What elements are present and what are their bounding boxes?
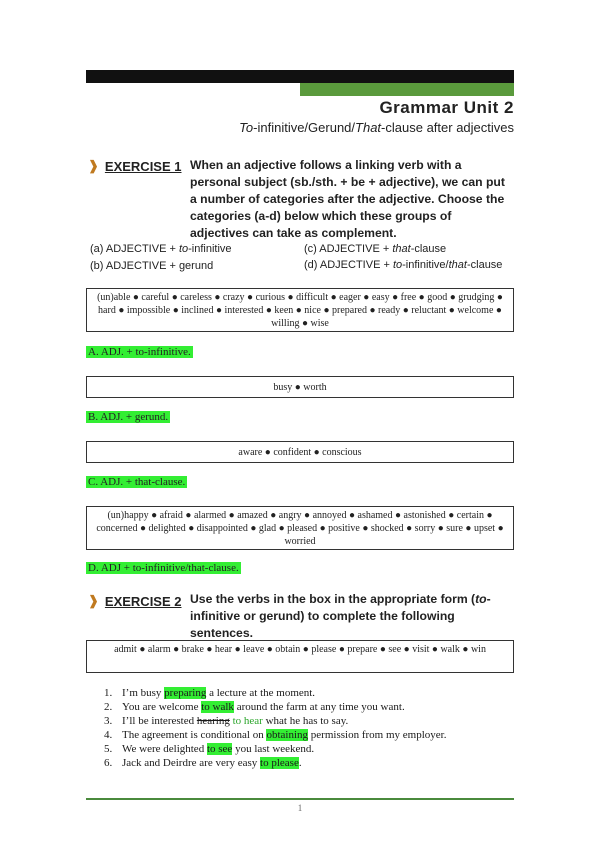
section-a-box: busy ● worth — [86, 376, 514, 398]
verb-word-box: admit ● alarm ● brake ● hear ● leave ● obtain ● please ● prepare ● see ● visit ● walk ● win — [86, 640, 514, 673]
struck-word: hearing — [196, 715, 230, 727]
list-item: 2. You are welcome to walk around the farm at any time you want. — [104, 701, 405, 713]
list-item: 1. I’m busy preparing a lecture at the moment. — [104, 687, 316, 699]
answer-highlight: preparing — [164, 687, 207, 699]
section-b-box: aware ● confident ● conscious — [86, 441, 514, 463]
header-bar-green — [300, 83, 514, 96]
category-d: (d) ADJECTIVE + to-infinitive/that-clause — [304, 259, 503, 271]
sentence-list — [104, 686, 446, 770]
list-item: 5. We were delighted to see you last weekend. — [104, 743, 315, 755]
list-item: 4. The agreement is conditional on obtaining permission from my employer. — [104, 729, 447, 741]
answer-correction: to hear — [229, 715, 263, 727]
exercise-2-instructions: Use the verbs in the box in the appropriate form (to-infinitive or gerund) to complete the following sentences. — [190, 592, 491, 640]
exercise-1-heading: ❱ EXERCISE 1 — [88, 158, 182, 174]
footer-divider — [86, 798, 514, 800]
section-a-label: A. ADJ. + to-infinitive. — [88, 346, 191, 358]
category-b: (b) ADJECTIVE + gerund — [90, 260, 214, 272]
section-d-label: D. ADJ + to-infinitive/that-clause. — [88, 562, 239, 574]
header-bar-black — [86, 70, 514, 83]
bullet-arrow-icon: ❱ — [88, 158, 99, 173]
answer-highlight: to see — [206, 743, 233, 755]
page-title: Grammar Unit 2 — [379, 98, 514, 117]
section-c-box: (un)happy ● afraid ● alarmed ● amazed ● angry ● annoyed ● ashamed ● astonished ● certain ● concerned ● delighted ● disappointed ● glad ● pleased ● positive ● shocked ● sorry ● sure ● upset ● worried — [86, 506, 514, 550]
exercise-1-instructions: When an adjective follows a linking verb with a personal subject (sb./sth. + be + adjective), we can put a number of categories after the adjective. Choose the categories (a-d) below which these groups of adjectives can take as complement. — [190, 158, 505, 240]
bullet-arrow-icon: ❱ — [88, 593, 99, 608]
answer-highlight: to walk — [201, 701, 234, 713]
list-item: 3. I’ll be interested hearing to hear what he has to say. — [104, 715, 349, 727]
adjective-word-box: (un)able ● careful ● careless ● crazy ● curious ● difficult ● eager ● easy ● free ● good ● grudging ● hard ● impossible ● inclined ● interested ● keen ● nice ● prepared ● ready ● reluctant ● welcome ● willing ● wise — [86, 288, 514, 332]
page-number: 1 — [297, 803, 303, 813]
section-b-label: B. ADJ. + gerund. — [88, 411, 169, 423]
page-subtitle: To-infinitive/Gerund/That-clause after adjectives — [239, 120, 514, 135]
exercise-2-heading: ❱ EXERCISE 2 — [88, 593, 182, 609]
category-c: (c) ADJECTIVE + that-clause — [304, 243, 447, 255]
answer-highlight: to please — [260, 757, 299, 769]
answer-highlight: obtaining — [266, 729, 309, 741]
category-a: (a) ADJECTIVE + to-infinitive — [90, 243, 232, 255]
list-item: 6. Jack and Deirdre are very easy to please. — [104, 757, 302, 769]
section-c-label: C. ADJ. + that-clause. — [88, 476, 186, 488]
